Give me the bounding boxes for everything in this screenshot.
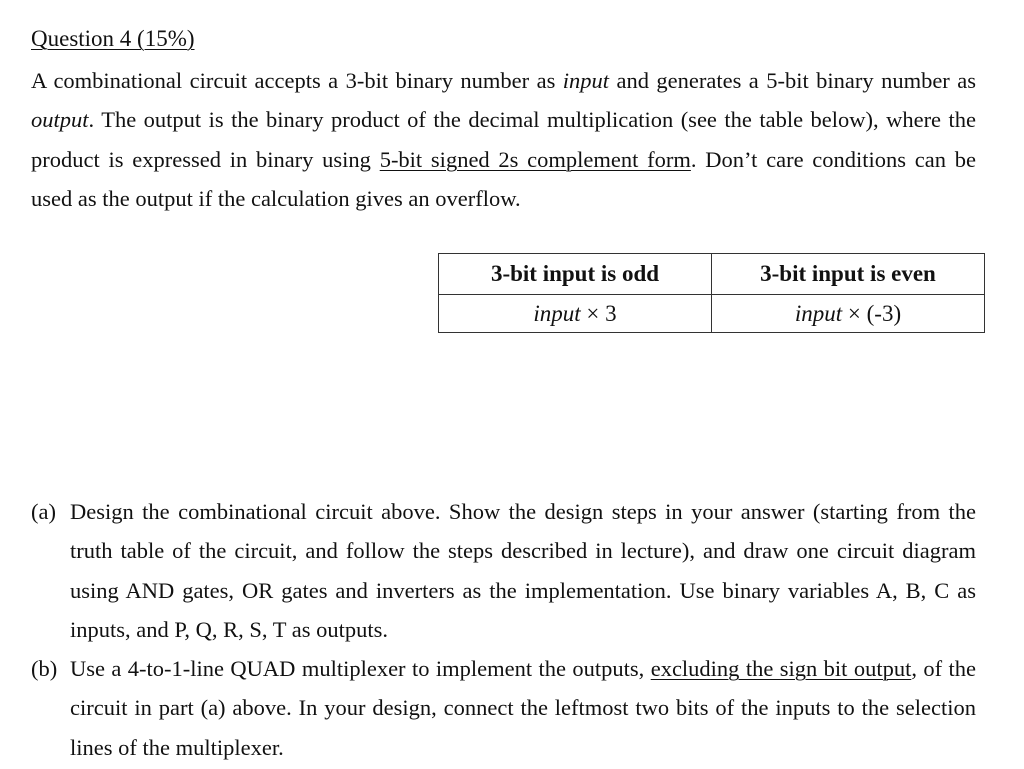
- intro-text-4: . Don’t care conditions can be used as the output if the calculation gives an overflow.: [31, 146, 976, 211]
- intro-text-1: A combinational circuit accepts a 3-bit binary number as: [31, 68, 563, 93]
- intro-output-word: output: [31, 107, 89, 133]
- part-b-text-2: , of the circuit in part (a) above. In your design, connect the leftmost two bits of the inputs to the selection lines of the multiplexer.: [70, 656, 977, 760]
- cell-odd-var: input: [533, 300, 581, 326]
- question-parts: [31, 492, 976, 767]
- cell-even-op: × (-3): [842, 300, 902, 326]
- part-b: [31, 649, 976, 767]
- operation-table: [438, 253, 985, 333]
- question-intro: [31, 61, 976, 218]
- part-b-text-1: Use a 4-to-1-line QUAD multiplexer to implement the outputs,: [70, 656, 651, 682]
- header-even: 3-bit input is even: [712, 254, 985, 295]
- intro-text-2: and generates a 5-bit binary number as: [609, 68, 976, 93]
- header-odd: 3-bit input is odd: [439, 254, 712, 295]
- cell-even-var: input: [794, 300, 843, 326]
- part-a: [31, 492, 976, 649]
- question-heading: Question 4 (15%): [31, 26, 195, 51]
- cell-odd-op: × 3: [580, 300, 617, 326]
- part-a-text: Design the combinational circuit above. Show the design steps in your answer (starting from the truth table of the circuit, and follow the steps described in lecture), and draw one circuit diagram using AND gates, OR gates and inverters as the implementation. Use binary variables A, B, C as inputs, and P, Q, R, S, T as outputs.: [70, 499, 976, 642]
- part-b-marker: (b): [31, 656, 58, 682]
- part-b-underlined: excluding the sign bit output: [650, 656, 912, 682]
- intro-underlined-form: 5-bit signed 2s complement form: [379, 146, 691, 172]
- part-a-marker: (a): [31, 499, 56, 524]
- intro-input-word: input: [562, 68, 610, 93]
- cell-even: [712, 295, 985, 333]
- operation-table-header-row: [439, 254, 985, 295]
- operation-table-row: [439, 295, 985, 333]
- cell-odd: [439, 295, 712, 333]
- intro-text-3: . The output is the binary product of the decimal multiplication (see the table below), where the product is expressed in binary using: [31, 107, 976, 172]
